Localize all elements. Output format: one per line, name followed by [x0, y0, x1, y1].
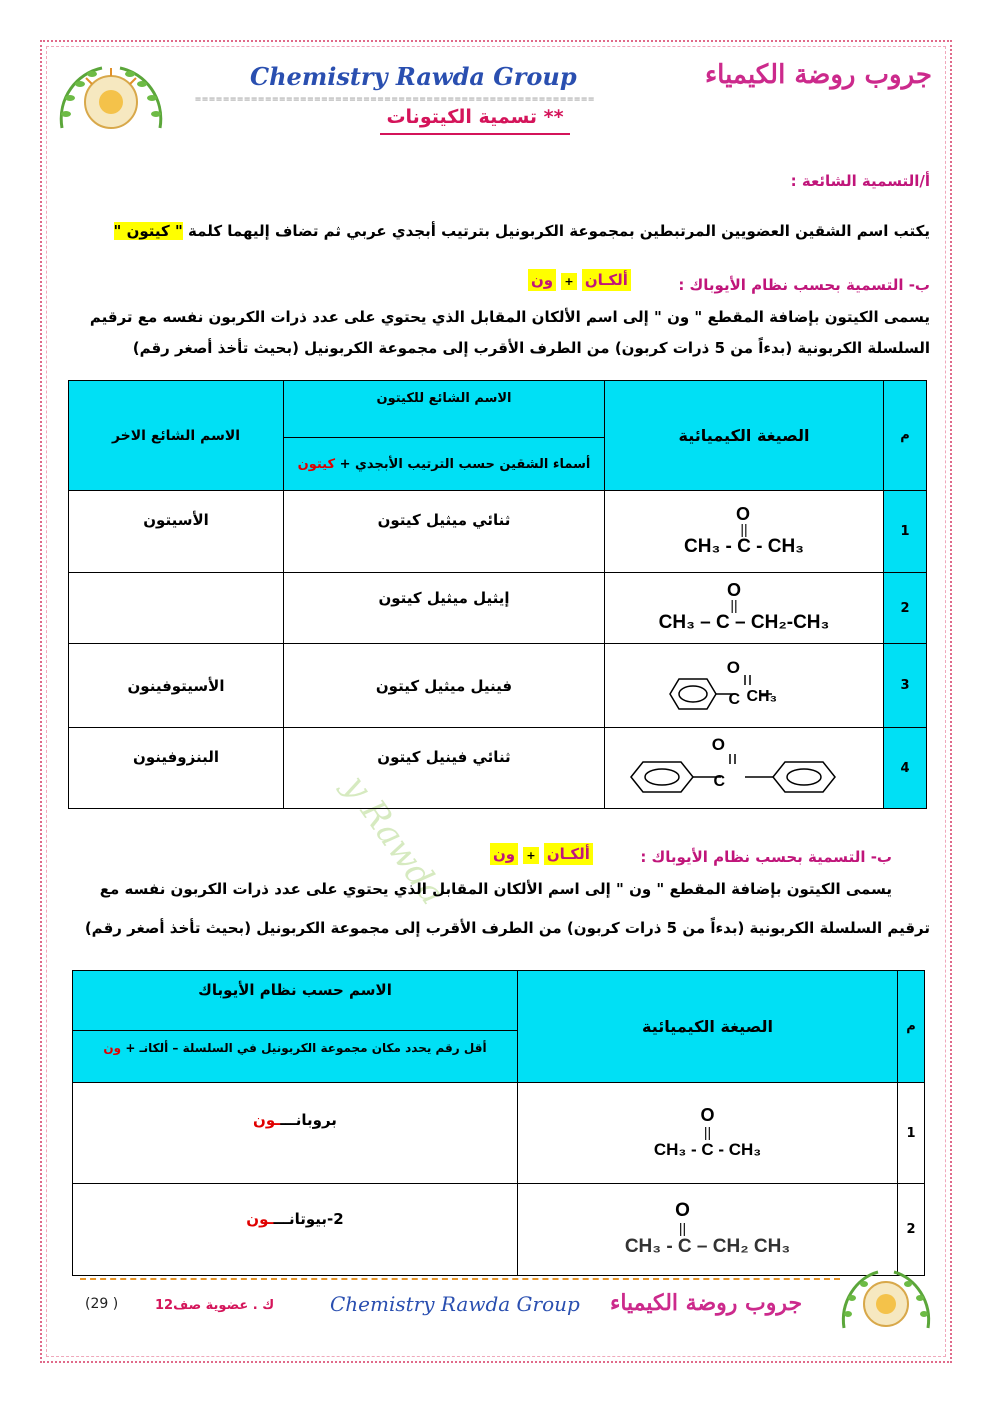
watermark: y Rawda [335, 767, 453, 913]
tag-on: ون [528, 269, 556, 291]
footer-class-label: ك . عضوية صف12 [155, 1298, 275, 1313]
page-title: ** تسمية الكيتونات [386, 106, 564, 128]
row-num: 4 [884, 728, 927, 809]
section-b1-heading: ب- التسمية بحسب نظام الأيوباك : [678, 276, 930, 294]
formula-cell [518, 1083, 898, 1184]
tag-plus: + [561, 273, 576, 290]
oxygen-label: O [700, 1105, 715, 1125]
iupac-name-main: بروبانـــ [280, 1111, 337, 1129]
table-row [73, 1083, 925, 1184]
tag-on: ون [490, 843, 518, 865]
row-num: 1 [884, 491, 927, 573]
other-name: البنزوفينون [69, 728, 284, 809]
section-b1-tag [528, 271, 631, 289]
carbon-label: C [728, 690, 740, 708]
formula-cell [605, 573, 884, 644]
th-iupac-sub-main: أقل رقم يحدد مكان مجموعة الكربونيل في السلسلة – ألكانـ + [125, 1041, 487, 1055]
th-iupac-sub-red: ون [103, 1041, 122, 1055]
methyl-label: CH₃ [746, 687, 777, 705]
formula-text: CH₃ - C – CH₂ CH₃ [624, 1235, 791, 1257]
other-name [69, 573, 284, 644]
other-name: الأسيتوفينون [69, 644, 284, 728]
footer-logo [836, 1264, 936, 1344]
iupac-name [73, 1184, 518, 1276]
common-name: ثنائي ميثيل كيتون [284, 491, 605, 573]
th-common-sub-main: أسماء الشقين حسب الترتيب الأبجدي + [339, 456, 591, 472]
oxygen-label: O [675, 1199, 690, 1221]
table-row [73, 1184, 925, 1276]
table-row [69, 644, 927, 728]
common-name: إيثيل ميثيل كيتون [284, 573, 605, 644]
table-row [69, 491, 927, 573]
common-name: ثنائي فينيل كيتون [284, 728, 605, 809]
formula-text: CH₃ - C - CH₃ [684, 535, 804, 557]
section-b1-line2: السلسلة الكربونية (بدءاً من 5 ذرات كربون) من الطرف الأقرب إلى مجموعة الكربونيل (بحيث تأخذ أصغر رقم) [132, 339, 930, 357]
th-iupac-name: الاسم حسب نظام الأيوباك [73, 971, 518, 1031]
th-common-sub-red: كيتون [297, 456, 336, 472]
th-m: م [884, 381, 927, 491]
double-bond: || [703, 1124, 712, 1140]
th-formula: الصيغة الكيميائية [605, 381, 884, 491]
section-b2-heading: ب- التسمية بحسب نظام الأيوباك : [640, 848, 892, 866]
iupac-name-suffix: ـون [253, 1111, 281, 1129]
header-english-title: Chemistry Rawda Group [250, 62, 577, 91]
double-bond: || [740, 520, 748, 537]
table-row [69, 573, 927, 644]
th-common-name: الاسم الشائع للكيتون [284, 381, 605, 438]
formula-cell [518, 1184, 898, 1276]
header-separator: ========================================================= [195, 94, 596, 105]
formula-text: CH₃ – C – CH₂-CH₃ [658, 612, 830, 633]
double-bond: || [730, 597, 738, 613]
row-num: 2 [898, 1184, 925, 1276]
header-arabic-title: جروب روضة الكيمياء [704, 60, 932, 90]
formula-cell [605, 644, 884, 728]
section-b2-line2: ترقيم السلسلة الكربونية (بدءاً من 5 ذرات كربون) من الطرف الأقرب إلى مجموعة الكربونيل (بحيث تأخذ أصغر رقم) [84, 919, 930, 937]
other-name: الأسيتون [69, 491, 284, 573]
footer-separator [80, 1278, 840, 1280]
tag-plus: + [523, 847, 538, 864]
iupac-name [73, 1083, 518, 1184]
th-other-name: الاسم الشائع الاخر [69, 381, 284, 491]
common-names-table [68, 380, 927, 809]
oxygen-label: O [726, 580, 741, 600]
row-num: 2 [884, 573, 927, 644]
table-row [69, 728, 927, 809]
benzophenone-structure [619, 730, 869, 802]
row-num: 1 [898, 1083, 925, 1184]
section-a-main: يكتب اسم الشقين العضويين المرتبطين بمجموعة الكربونيل بترتيب أبجدي عربي ثم تضاف إليهما كلمة [188, 222, 930, 240]
tag-alkane: ألكـان [544, 843, 593, 865]
th-common-sub [284, 438, 605, 491]
section-b2-line1: يسمى الكيتون بإضافة المقطع " ون " إلى اسم الألكان المقابل الذي يحتوي على عدد ذرات الكربون نفسه مع [99, 880, 892, 898]
th-formula: الصيغة الكيميائية [518, 971, 898, 1083]
th-iupac-sub [73, 1031, 518, 1083]
iupac-names-table [72, 970, 925, 1276]
row-num: 3 [884, 644, 927, 728]
formula-cell [605, 491, 884, 573]
oxygen-label: O [726, 657, 740, 677]
title-underline [380, 133, 570, 135]
formula-text: CH₃ - C - CH₃ [653, 1140, 762, 1159]
section-b1-line1: يسمى الكيتون بإضافة المقطع " ون " إلى اسم الألكان المقابل الذي يحتوي على عدد ذرات الكربون نفسه مع ترقيم [89, 308, 930, 326]
section-a-text [70, 216, 930, 247]
footer-english-title: Chemistry Rawda Group [330, 1292, 580, 1316]
footer-arabic-title: جروب روضة الكيمياء [610, 1290, 803, 1316]
common-name: فينيل ميثيل كيتون [284, 644, 605, 728]
th-m: م [898, 971, 925, 1083]
iupac-name-suffix: ـون [246, 1210, 274, 1228]
formula-cell [605, 728, 884, 809]
section-a-highlight: " كيتون " [113, 222, 183, 240]
page-number: (29 ) [85, 1296, 119, 1312]
group-logo [52, 58, 170, 146]
carbon-label: C [713, 773, 725, 790]
section-b2-tag [490, 845, 593, 863]
iupac-name-main: 2-بيوتانـــ [273, 1210, 344, 1228]
double-bond: || [678, 1219, 687, 1236]
oxygen-label: O [711, 735, 725, 754]
acetophenone-structure [644, 649, 844, 719]
oxygen-label: O [735, 503, 750, 524]
tag-alkane: ألكـان [582, 269, 631, 291]
section-a-heading: أ/التسمية الشائعة : [790, 172, 930, 190]
